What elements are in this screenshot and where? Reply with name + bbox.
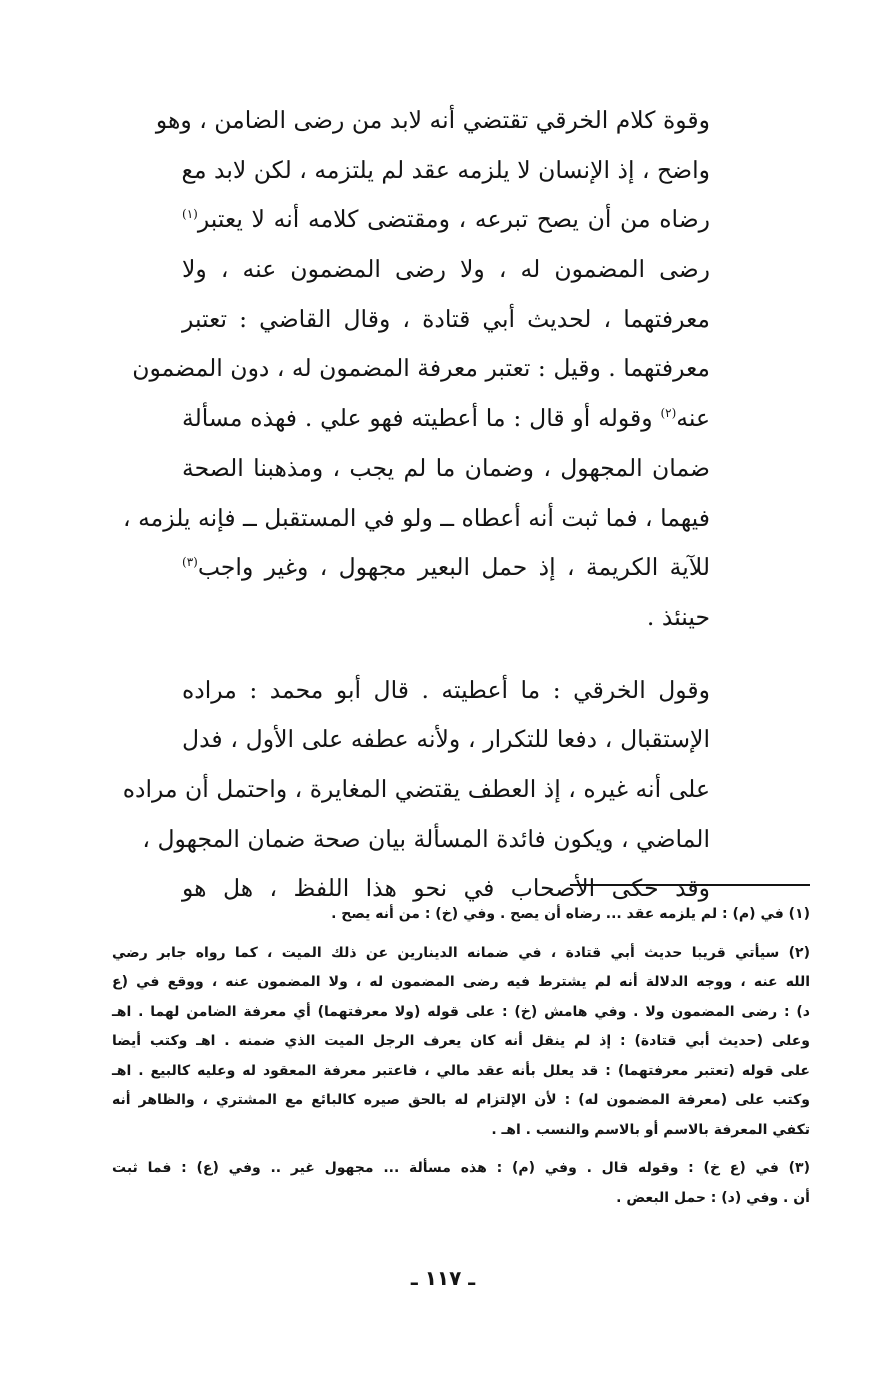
text-line: فيهما ، فما ثبت أنه أعطاه ــ ولو في المستقبل ــ فإنه يلزمه ، (123, 503, 710, 532)
text-line: واضح ، إذ الإنسان لا يلزمه عقد لم يلتزمه ، لكن لابد مع (181, 155, 710, 184)
footnote-separator (570, 884, 810, 886)
footnote-marker[interactable]: (١) (182, 207, 198, 222)
footnote-marker[interactable]: (٢) (660, 406, 677, 421)
footnotes-section (112, 900, 810, 1222)
text-line: رضى المضمون له ، ولا رضى المضمون عنه ، ولا (182, 255, 710, 284)
footnote-marker[interactable]: (٣) (182, 555, 198, 570)
footnote-1 (112, 900, 810, 930)
text-line: الإستقبال ، دفعا للتكرار ، ولأنه عطفه على الأول ، فدل (182, 725, 710, 754)
footnote-line: تكفي المعرفة بالاسم أو بالاسم والنسب . اهـ . (491, 1121, 810, 1138)
text-line: وقوة كلام الخرقي تقتضي أنه لابد من رضى الضامن ، وهو (155, 106, 710, 134)
text-line: على أنه غيره ، إذ العطف يقتضي المغايرة ، واحتمل أن مراده (122, 774, 710, 803)
page-number: ـ ١١٧ ـ (410, 1266, 476, 1290)
footnote-line: (٢) سيأتي قريبا حديث أبي قتادة ، في ضمانه الدينارين عن ذلك الميت ، كما رواه جابر رضي (112, 944, 810, 961)
text-line: للآية الكريمة ، إذ حمل البعير مجهول ، وغير واجب$^{(٣)}$ (182, 553, 710, 582)
footnote-3 (112, 1154, 810, 1213)
text-line: رضاه من أن يصح تبرعه ، ومقتضى كلامه أنه لا يعتبر$^{(١)}$ (182, 205, 710, 234)
footnote-line: وعلى (حديث أبي قتادة) : إذ لم ينقل أنه كان يعرف الرجل الميت الذي ضمنه . اهـ وكتب أيضا (112, 1033, 810, 1049)
footnote-line: الله عنه ، ووجه الدلالة أنه لم يشترط فيه رضى المضمون له ، ولا المضمون عنه ، ووقع في (ع (112, 974, 810, 990)
footnote-line: (١) في (م) : لم يلزمه عقد ... رضاه أن يصح . وفي (خ) : من أنه يصح . (331, 906, 810, 922)
footnote-line: وكتب على (معرفة المضمون له) : لأن الإلتزام له بالحق صيره كالبائع مع المشتري ، والظاهر أنه (112, 1092, 810, 1108)
text-line: ضمان المجهول ، وضمان ما لم يجب ، ومذهبنا الصحة (182, 453, 710, 482)
text-line: حينئذ . (646, 602, 710, 631)
main-text-body (122, 96, 710, 914)
text-line: عنه$^{(٢)}$ وقوله أو قال : ما أعطيته فهو علي . فهذه مسألة (182, 404, 710, 433)
footnote-line: (٣) في (ع خ) : وقوله قال . وفي (م) : هذه مسألة ... مجهول غير .. وفي (ع) : فما ثبت (112, 1160, 810, 1176)
text-line: معرفتهما ، لحديث أبي قتادة ، وقال القاضي : تعتبر (182, 304, 710, 333)
footnote-line: على قوله (تعتبر معرفتهما) : قد يعلل بأنه عقد مالي ، فاعتبر معرفة المعقود له وعليه كالبيع . اهـ (112, 1062, 810, 1079)
footnote-line: أن . وفي (د) : حمل البعض . (616, 1189, 810, 1206)
text-line: وقول الخرقي : ما أعطيته . قال أبو محمد : مراده (182, 675, 710, 704)
text-line: وقد حكى الأصحاب في نحو هذا اللفظ ، هل هو (182, 874, 710, 903)
footnote-line: د) : رضى المضمون ولا . وفي هامش (خ) : على قوله (ولا معرفتهما) أي معرفة الضامن لهما . اهـ (112, 1003, 810, 1020)
paragraph (123, 96, 710, 643)
text-line: الماضي ، ويكون فائدة المسألة بيان صحة ضمان المجهول ، (142, 824, 710, 853)
footnote-2 (112, 939, 810, 1146)
text-line: معرفتهما . وقيل : تعتبر معرفة المضمون له ، دون المضمون (132, 354, 710, 383)
paragraph (122, 666, 710, 914)
